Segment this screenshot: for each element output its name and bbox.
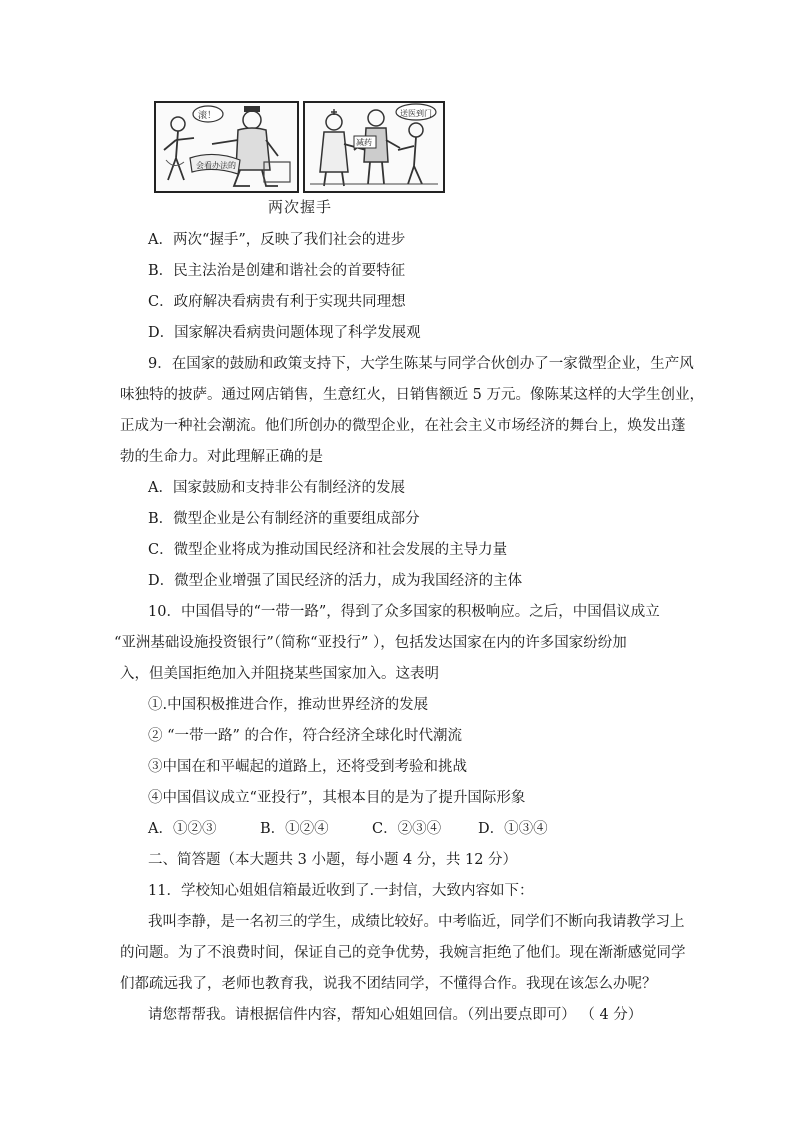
q11-letter-line: 我叫李静，是一名初三的学生，成绩比较好。中考临近，同学们不断向我请教学习上 bbox=[148, 914, 685, 930]
q8-option-a: A．两次“握手”，反映了我们社会的进步 bbox=[148, 232, 406, 248]
q10-stem-line: 入，但美国拒绝加入并阻挠某些国家加入。这表明 bbox=[120, 666, 439, 682]
q8-option-d: D．国家解决看病贵问题体现了科学发展观 bbox=[148, 325, 421, 341]
q10-item-4: ④中国倡议成立“亚投行”，其根本目的是为了提升国际形象 bbox=[148, 790, 526, 806]
q9-option-a: A．国家鼓励和支持非公有制经济的发展 bbox=[148, 480, 405, 496]
q10-stem-line: 10．中国倡导的“一带一路”，得到了众多国家的积极响应。之后，中国倡议成立 bbox=[148, 604, 660, 620]
section-heading: 二、简答题（本大题共 3 小题，每小题 4 分，共 12 分） bbox=[148, 852, 518, 868]
q9-stem-line: 正成为一种社会潮流。他们所创办的微型企业，在社会主义市场经济的舞台上，焕发出蓬 bbox=[120, 418, 686, 434]
left-sign-text: 会看办法的 bbox=[196, 161, 236, 170]
q9-option-c: C．微型企业将成为推动国民经济和社会发展的主导力量 bbox=[148, 542, 508, 558]
q9-option-d: D．微型企业增强了国民经济的活力，成为我国经济的主体 bbox=[148, 573, 523, 589]
q9-option-b: B．微型企业是公有制经济的重要组成部分 bbox=[148, 511, 420, 527]
q10-choice-c: C．②③④ bbox=[372, 821, 442, 837]
q8-option-c: C．政府解决看病贵有利于实现共同理想 bbox=[148, 294, 406, 310]
right-sign-text: 减药 bbox=[356, 138, 372, 147]
q10-item-3: ③中国在和平崛起的道路上，还将受到考验和挑战 bbox=[148, 759, 467, 775]
right-bubble-text: 送医到门 bbox=[400, 109, 432, 118]
q11-letter-line: 们都疏远我了，老师也教育我，说我不团结同学，不懂得合作。我现在该怎么办呢？ bbox=[120, 976, 657, 992]
figure-caption: 两次握手 bbox=[268, 198, 333, 216]
q11-stem: 11．学校知心姐姐信箱最近收到了.一封信，大致内容如下： bbox=[148, 883, 534, 899]
q9-stem-line: 9．在国家的鼓励和政策支持下，大学生陈某与同学合伙创办了一家微型企业，生产风 bbox=[148, 356, 694, 372]
q10-stem-line: “亚洲基础设施投资银行”（简称“亚投行” ），包括发达国家在内的许多国家纷纷加 bbox=[114, 635, 627, 651]
q9-stem-line: 味独特的披萨。通过网店销售，生意红火，日销售额近 5 万元。像陈某这样的大学生创业， bbox=[120, 387, 704, 403]
left-bubble-text: 滚！ bbox=[198, 111, 217, 121]
two-handshakes-cartoon bbox=[154, 100, 446, 200]
q10-item-2: ② “一带一路” 的合作，符合经济全球化时代潮流 bbox=[148, 728, 463, 744]
q8-option-b: B．民主法治是创建和谐社会的首要特征 bbox=[148, 263, 406, 279]
q10-choice-d: D．①③④ bbox=[478, 821, 548, 837]
q10-choice-b: B．①②④ bbox=[260, 821, 329, 837]
q11-request: 请您帮帮我。请根据信件内容，帮知心姐姐回信。（列出要点即可） （ 4 分） bbox=[148, 1007, 643, 1023]
q10-choices bbox=[148, 819, 548, 839]
q10-item-1: ①.中国积极推进合作，推动世界经济的发展 bbox=[148, 697, 429, 713]
q11-letter-line: 的问题。为了不浪费时间，保证自己的竞争优势，我婉言拒绝了他们。现在渐渐感觉同学 bbox=[120, 945, 686, 961]
q9-stem-line: 勃的生命力。对此理解正确的是 bbox=[120, 449, 323, 465]
q10-choice-a: A．①②③ bbox=[148, 821, 217, 837]
